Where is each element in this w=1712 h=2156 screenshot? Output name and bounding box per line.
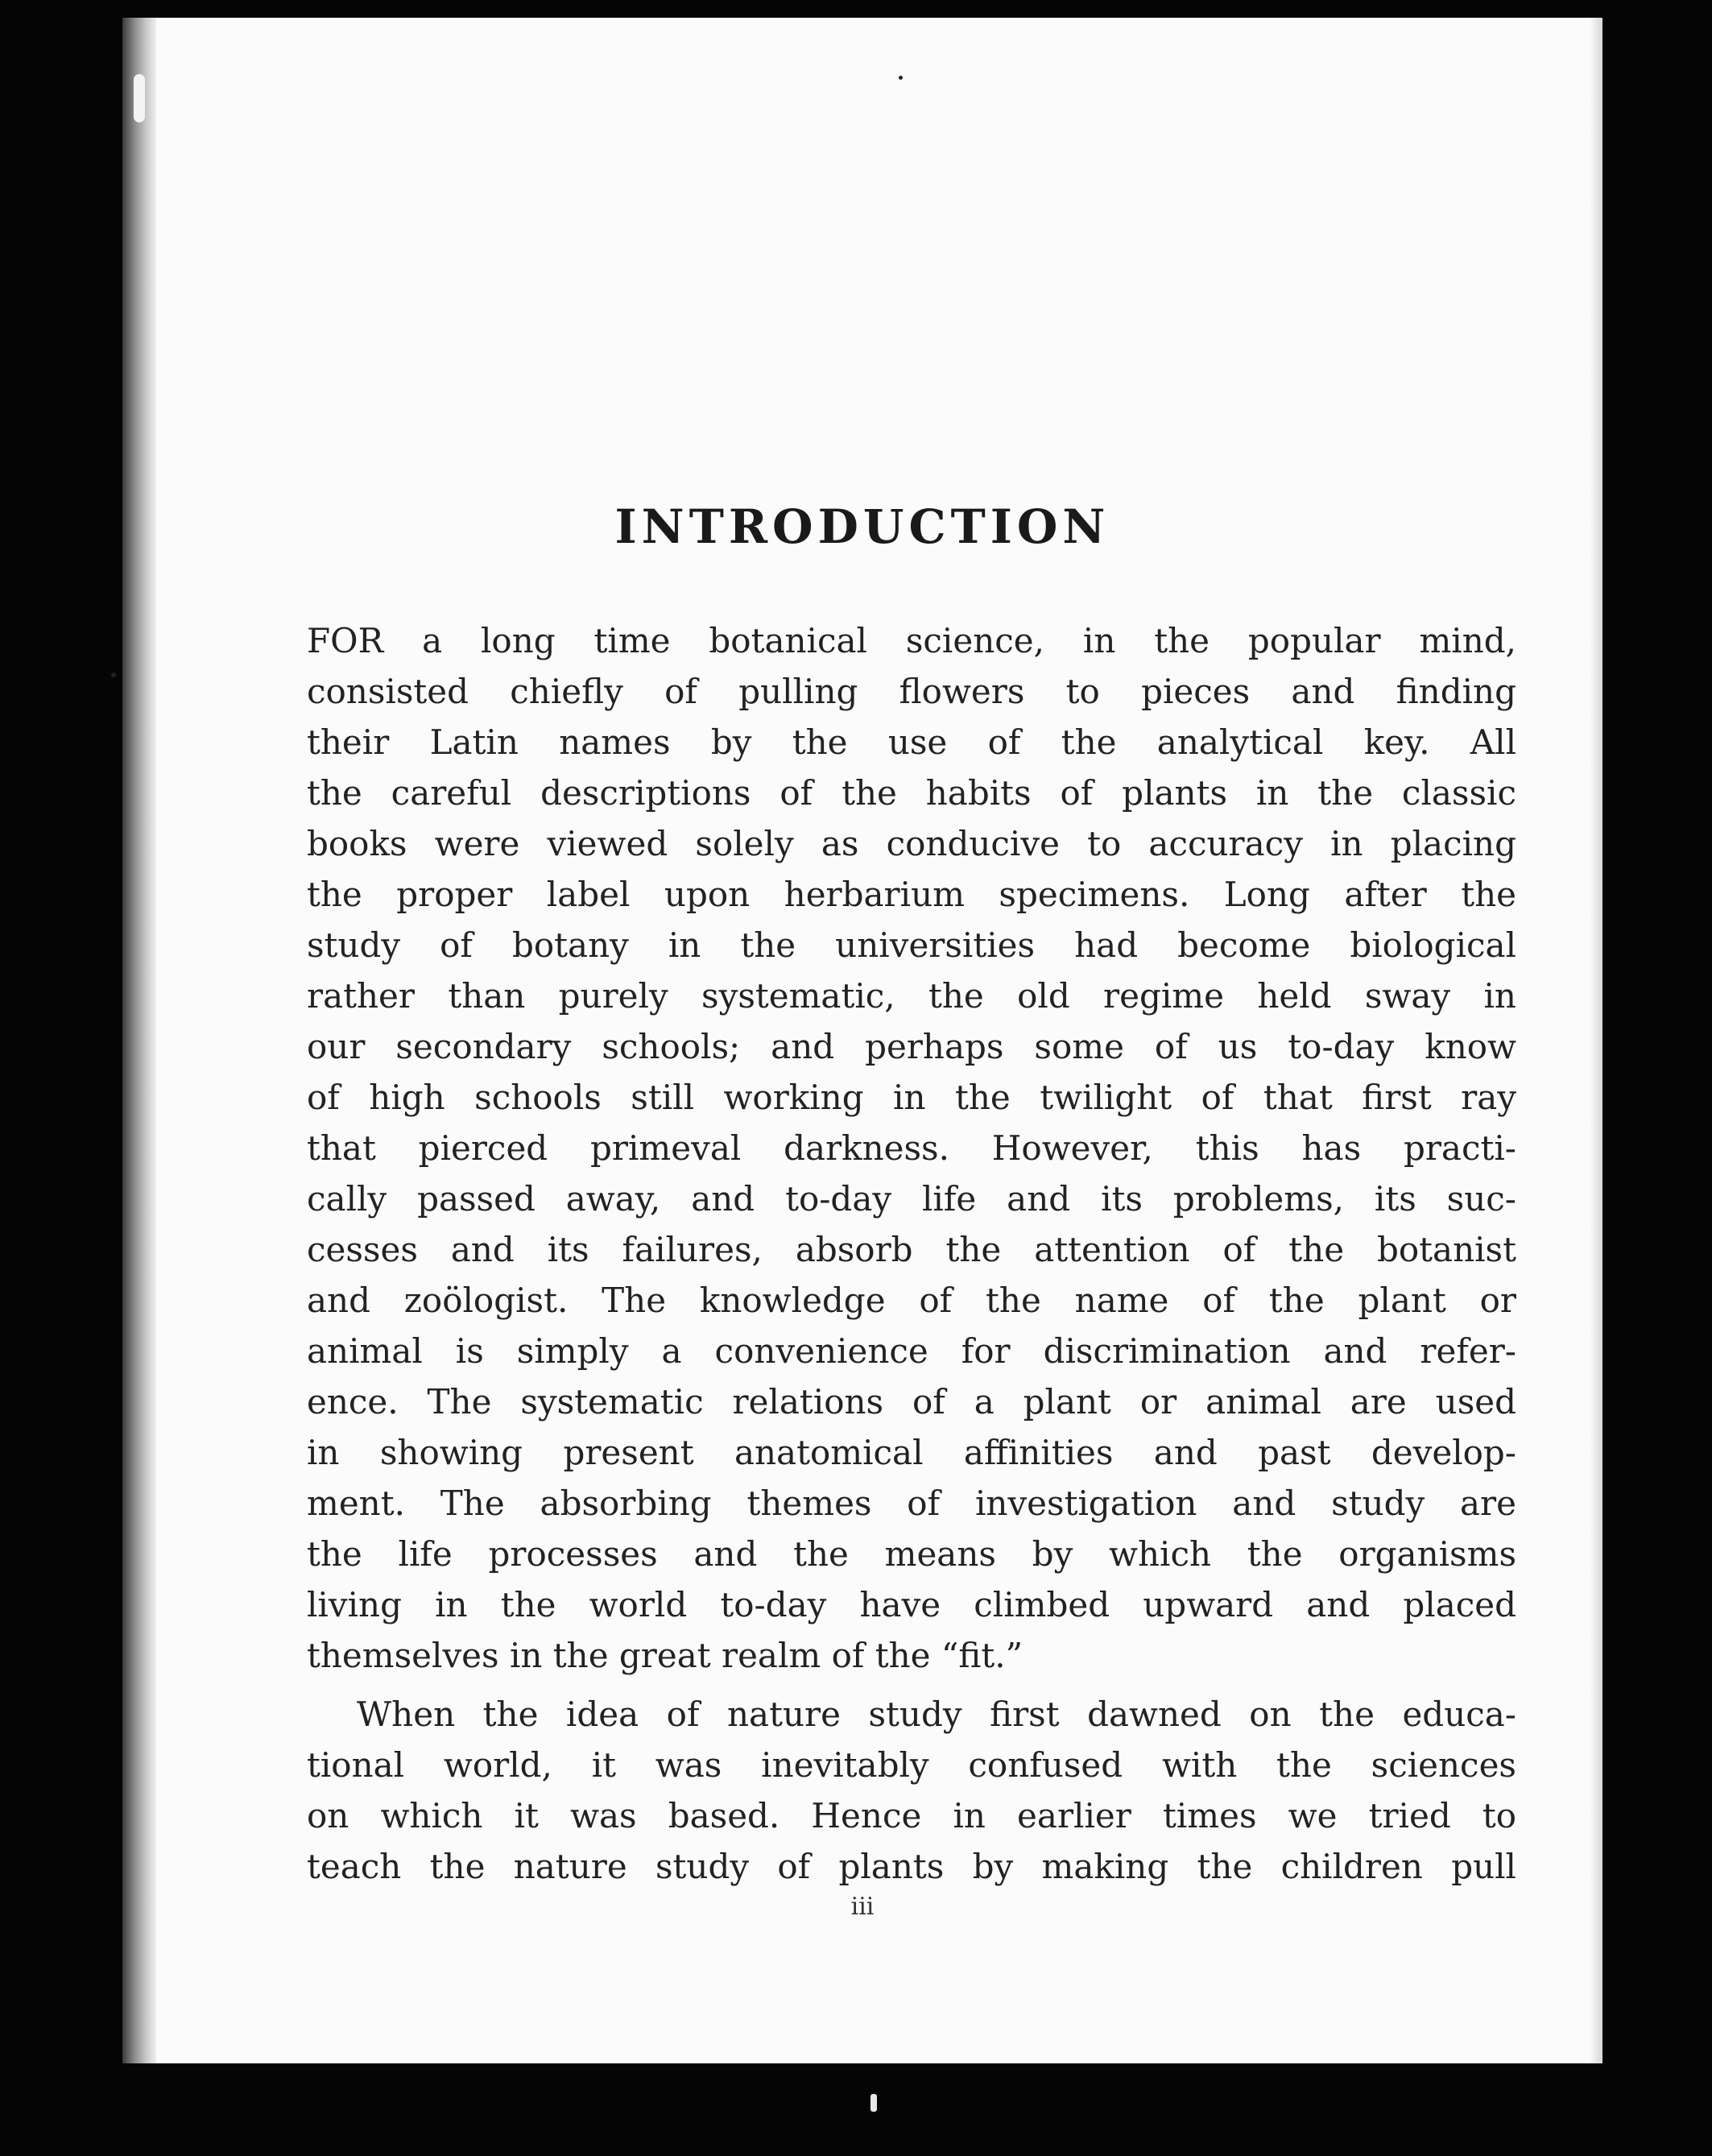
text-line: study of botany in the universities had become biological xyxy=(307,925,1516,965)
text-line: our secondary schools; and perhaps some of us to-day know xyxy=(307,1027,1516,1066)
text-line: cally passed away, and to-day life and its problems, its suc- xyxy=(307,1179,1516,1219)
text-line: FOR a long time botanical science, in the popular mind, xyxy=(307,621,1516,660)
text-line: animal is simply a convenience for discrimination and refer- xyxy=(307,1331,1516,1371)
page-gutter-shadow xyxy=(122,18,156,2063)
text-line: the careful descriptions of the habits of plants in the classic xyxy=(307,773,1516,813)
text-line: living in the world to-day have climbed upward and placed xyxy=(307,1585,1516,1624)
text-line: books were viewed solely as conducive to accuracy in placing xyxy=(307,824,1516,863)
paragraph-2 xyxy=(307,1689,1516,1892)
text-line: cesses and its failures, absorb the attention of the botanist xyxy=(307,1230,1516,1269)
dust-speck xyxy=(899,76,903,80)
page-number: iii xyxy=(850,1893,875,1921)
text-line: on which it was based. Hence in earlier times we tried to xyxy=(307,1796,1516,1835)
text-line: ment. The absorbing themes of investigation and study are xyxy=(307,1484,1516,1523)
scan-mark xyxy=(870,2094,877,2112)
dust-speck xyxy=(111,672,116,677)
text-line: their Latin names by the use of the analytical key. All xyxy=(307,722,1516,762)
paragraph-1 xyxy=(307,615,1516,1681)
text-line: of high schools still working in the twilight of that first ray xyxy=(307,1078,1516,1117)
text-line: consisted chiefly of pulling flowers to pieces and finding xyxy=(307,672,1516,711)
text-line: themselves in the great realm of the “fit.” xyxy=(307,1636,1023,1675)
text-line: tional world, it was inevitably confused with the sciences xyxy=(307,1745,1516,1785)
text-line: that pierced primeval darkness. However, this has practi- xyxy=(307,1128,1516,1168)
text-line: the proper label upon herbarium specimens. Long after the xyxy=(307,875,1516,914)
body-text xyxy=(307,615,1516,1892)
page-right-edge xyxy=(1590,18,1602,2063)
text-line: ence. The systematic relations of a plant or animal are used xyxy=(307,1382,1516,1421)
text-line: teach the nature study of plants by making the children pull xyxy=(307,1847,1516,1886)
gutter-mark xyxy=(134,74,145,122)
text-line: When the idea of nature study first dawned on the educa- xyxy=(357,1695,1516,1734)
book-page xyxy=(122,18,1602,2063)
text-line: and zoölogist. The knowledge of the name of the plant or xyxy=(307,1281,1516,1320)
chapter-title: INTRODUCTION xyxy=(614,499,1110,554)
text-line: rather than purely systematic, the old regime held sway in xyxy=(307,976,1516,1016)
paragraph-gap xyxy=(307,1681,1516,1689)
text-line: in showing present anatomical affinities and past develop- xyxy=(307,1433,1516,1472)
text-line: the life processes and the means by which the organisms xyxy=(307,1534,1516,1574)
